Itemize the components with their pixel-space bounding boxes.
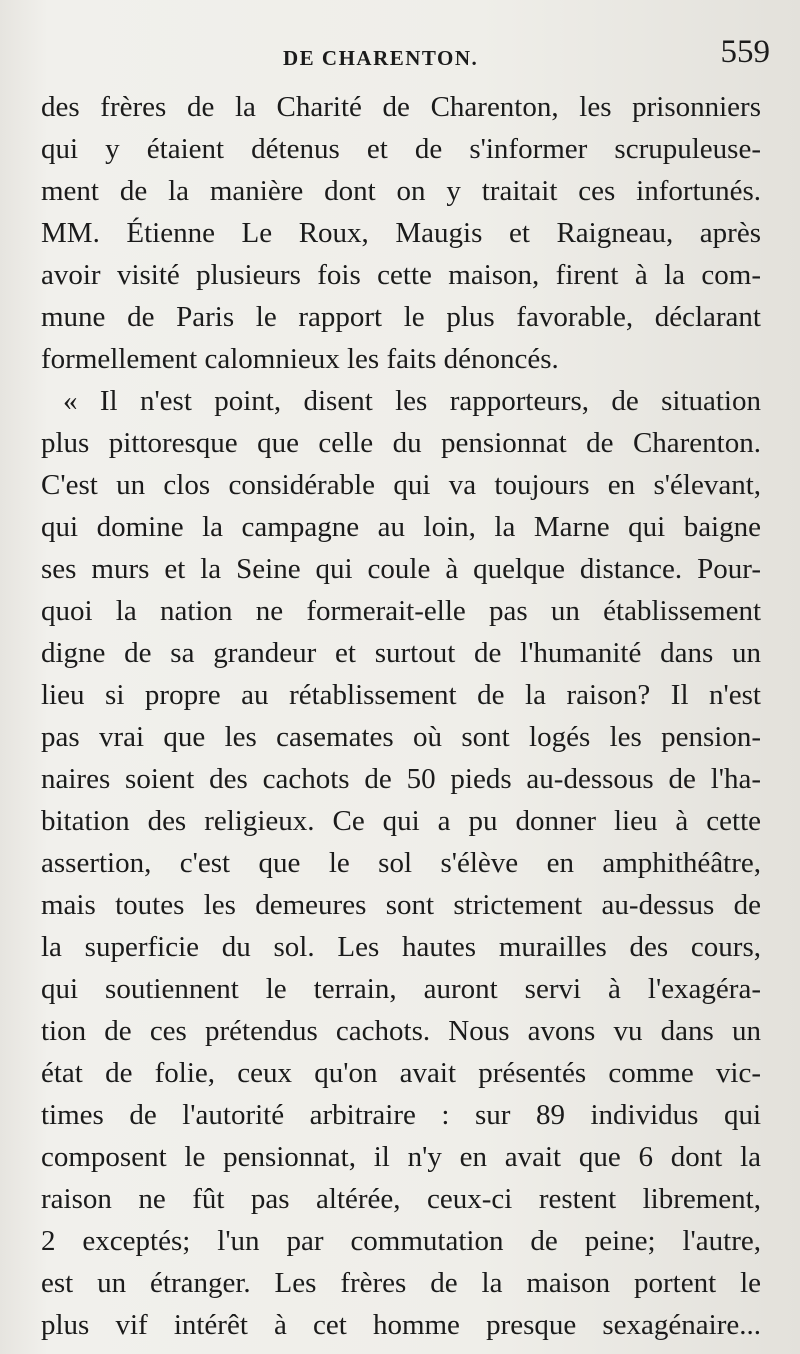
page-number: 559 xyxy=(720,34,770,70)
text-line: 2 exceptés; l'un par commutation de peine; l'autre, xyxy=(41,1225,761,1257)
text-line: qui domine la campagne au loin, la Marne qui baigne xyxy=(41,511,761,543)
text-line: tion de ces prétendus cachots. Nous avons vu dans un xyxy=(41,1015,761,1047)
text-line: formellement calomnieux les faits dénoncés. xyxy=(41,343,559,375)
text-line: avoir visité plusieurs fois cette maison, firent à la com- xyxy=(41,259,761,291)
text-line: qui soutiennent le terrain, auront servi à l'exagéra- xyxy=(41,973,761,1005)
running-title: DE CHARENTON. xyxy=(283,46,479,70)
text-line: digne de sa grandeur et surtout de l'humanité dans un xyxy=(41,637,761,669)
text-line: mais toutes les demeures sont strictement au-dessus de xyxy=(41,889,761,921)
text-line: ment de la manière dont on y traitait ces infortunés. xyxy=(41,175,761,207)
text-line: times de l'autorité arbitraire : sur 89 individus qui xyxy=(41,1099,761,1131)
text-line: mune de Paris le rapport le plus favorable, déclarant xyxy=(41,301,761,333)
text-line: raison ne fût pas altérée, ceux-ci restent librement, xyxy=(41,1183,761,1215)
text-line: la superficie du sol. Les hautes murailles des cours, xyxy=(41,931,761,963)
running-head xyxy=(0,34,800,82)
text-line: lieu si propre au rétablissement de la raison? Il n'est xyxy=(41,679,761,711)
text-line: est un étranger. Les frères de la maison portent le xyxy=(41,1267,761,1299)
text-line: des frères de la Charité de Charenton, les prisonniers xyxy=(41,91,761,123)
text-line: bitation des religieux. Ce qui a pu donner lieu à cette xyxy=(41,805,761,837)
text-line: MM. Étienne Le Roux, Maugis et Raigneau, après xyxy=(41,217,761,249)
text-line: plus vif intérêt à cet homme presque sexagénaire... xyxy=(41,1309,761,1341)
body-text xyxy=(41,86,761,1346)
text-line: ses murs et la Seine qui coule à quelque distance. Pour- xyxy=(41,553,761,585)
text-line: composent le pensionnat, il n'y en avait que 6 dont la xyxy=(41,1141,761,1173)
text-line: « Il n'est point, disent les rapporteurs, de situation xyxy=(63,385,761,417)
text-line: C'est un clos considérable qui va toujours en s'élevant, xyxy=(41,469,761,501)
text-line: état de folie, ceux qu'on avait présentés comme vic- xyxy=(41,1057,761,1089)
text-line: assertion, c'est que le sol s'élève en amphithéâtre, xyxy=(41,847,761,879)
text-line: naires soient des cachots de 50 pieds au-dessous de l'ha- xyxy=(41,763,761,795)
text-line: quoi la nation ne formerait-elle pas un établissement xyxy=(41,595,761,627)
text-line: qui y étaient détenus et de s'informer scrupuleuse- xyxy=(41,133,761,165)
text-line: plus pittoresque que celle du pensionnat de Charenton. xyxy=(41,427,761,459)
text-line: pas vrai que les casemates où sont logés les pension- xyxy=(41,721,761,753)
